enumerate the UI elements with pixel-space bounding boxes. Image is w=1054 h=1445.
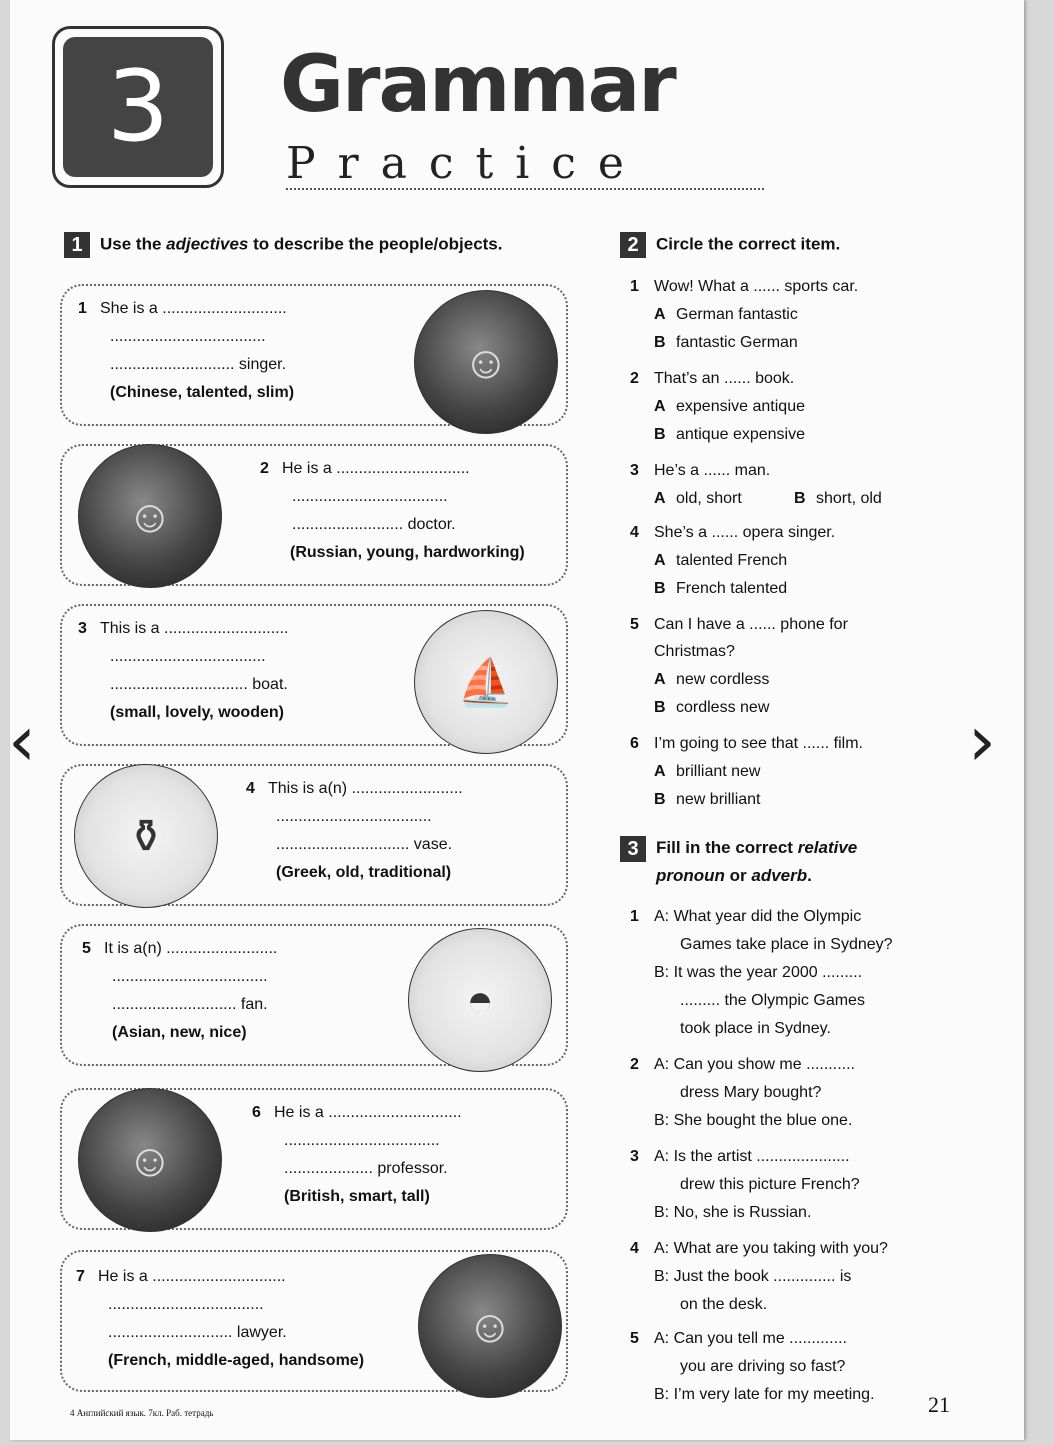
answer-line[interactable]: ............................ lawyer.: [108, 1324, 287, 1341]
unit-number-box: [52, 26, 224, 188]
q-number: 5: [630, 616, 639, 633]
adjective-hint: (small, lovely, wooden): [110, 704, 284, 721]
answer-line[interactable]: B: Just the book .............. is: [654, 1268, 852, 1285]
answer-line[interactable]: He is a ..............................: [274, 1104, 462, 1121]
answer-line[interactable]: ...................................: [110, 328, 266, 345]
q-number: 6: [630, 735, 639, 752]
option-a[interactable]: A brilliant new: [654, 763, 761, 780]
adjective-hint: (Chinese, talented, slim): [110, 384, 295, 401]
answer-line[interactable]: ...................................: [112, 968, 268, 985]
item-number: 1: [78, 300, 87, 317]
ex1-number: 1: [64, 232, 90, 258]
answer-line[interactable]: He is a ..............................: [98, 1268, 286, 1285]
boat-photo: ⛵: [414, 610, 558, 754]
ex2-heading: [620, 232, 840, 258]
option-a[interactable]: A talented French: [654, 552, 788, 569]
q-number: 3: [630, 462, 639, 479]
answer-line[interactable]: A: Is the artist .....................: [654, 1148, 850, 1165]
woman-photo: ☺: [414, 290, 558, 434]
ex1-instr-b: to describe the people/objects.: [248, 234, 503, 254]
answer-line[interactable]: ......... the Olympic Games: [680, 992, 865, 1009]
q-text: Can I have a ...... phone for: [654, 616, 848, 633]
answer-line[interactable]: ............................ fan.: [112, 996, 268, 1013]
ex2-instruction: Circle the correct item.: [656, 234, 841, 254]
ex3-heading: 3 Fill in the correct relative pronoun or adverb.: [620, 834, 857, 890]
answer-line[interactable]: A: Can you tell me .............: [654, 1330, 847, 1347]
q-text: That’s an ...... book.: [654, 370, 795, 387]
option-b[interactable]: B French talented: [654, 580, 788, 597]
q-number: 2: [630, 370, 639, 387]
answer-line[interactable]: ......................... doctor.: [292, 516, 456, 533]
q-text: He’s a ...... man.: [654, 462, 771, 479]
answer-line[interactable]: It is a(n) .........................: [104, 940, 278, 957]
answer-line[interactable]: This is a(n) .........................: [268, 780, 463, 797]
q-text: I’m going to see that ...... film.: [654, 735, 863, 752]
professor-photo: ☺: [78, 1088, 222, 1232]
q-text: Christmas?: [654, 643, 735, 660]
item-number: 2: [260, 460, 269, 477]
page-title: Grammar: [280, 40, 675, 130]
answer-line[interactable]: He is a ..............................: [282, 460, 470, 477]
q-number: 1: [630, 278, 639, 295]
vase-photo: ⚱: [74, 764, 218, 908]
item-number: 3: [78, 620, 87, 637]
fan-photo: ◓: [408, 928, 552, 1072]
ex1-instr-em: adjectives: [166, 234, 249, 254]
answer-line[interactable]: ............................ singer.: [110, 356, 287, 373]
answer-line[interactable]: ............................... boat.: [110, 676, 288, 693]
workbook-page: 3 Grammar Practice 1 Use the adjectives to describe the people/objects. 1 She is a ............................ ................................... ............................ singer. (Chinese, talented, slim) ☺ 2 He is a .............................. ................................... ......................... doctor. (Russian, young, hardworking) ☺ 3 This is a ............................ ................................... ............................... boat. (small, lovely, wooden) ⛵ 4 This is a(n) ......................... ................................... .............................. vase. (Greek, old, traditional) ⚱ 5 It is a(n) ......................... ................................... ............................ fan. (Asian, new, nice) ◓ 6 He is a .............................. ................................... .................... professor. (British, smart, tall) ☺ 7 He is a .............................. ................................... ............................ lawyer. (French, middle-aged, handsome) ☺ 2 Circle the correct item. 1 Wow! What a ...... sports car. A German fantastic B fantastic German 2 That’s an ...... book. A expensive antique B antique expensive 3 He’s a ...... man. A old, short B short, old 4 She’s a ...... opera singer. A talented French B French talented 5 Can I have a ...... phone for Christmas? A new cordless B cordless new 6 I’m going to see that ...... film. A brilliant new B new brilliant 3 Fill in the correct relative pronoun or adverb. 1 A: What year did the Olympic Games take place in Sydney? B: It was the year 2000 ......... ......... the Olympic Games took place in Sydney. 2 A: Can you show me ........... dress Mary bought? B: She bought the blue one. 3 A: Is the artist ..................... drew this picture French? B: No, she is Russian. 4 A: What are you taking with you? B: Just the book .............. is on the desk. 5 A: Can you tell me ............. you are driving so fast? B: I’m very late for my meeting. 4 Английский язык. 7кл. Раб. тетрадь 21: [10, 0, 1024, 1440]
q-text: She’s a ...... opera singer.: [654, 524, 836, 541]
option-a[interactable]: A new cordless: [654, 671, 770, 688]
option-b[interactable]: B short, old: [794, 490, 882, 507]
adjective-hint: (British, smart, tall): [284, 1188, 430, 1205]
answer-line[interactable]: This is a ............................: [100, 620, 289, 637]
option-b[interactable]: B cordless new: [654, 699, 770, 716]
option-b[interactable]: B fantastic German: [654, 334, 798, 351]
adjective-hint: (Russian, young, hardworking): [290, 544, 525, 561]
subtitle-underline: [286, 188, 764, 190]
adjective-hint: (Asian, new, nice): [112, 1024, 247, 1041]
answer-line[interactable]: ...................................: [108, 1296, 264, 1313]
page-subtitle: Practice: [286, 138, 646, 189]
answer-line[interactable]: ...................................: [110, 648, 266, 665]
answer-line[interactable]: .................... professor.: [284, 1160, 448, 1177]
item-number: 5: [82, 940, 91, 957]
imprint: 4 Английский язык. 7кл. Раб. тетрадь: [70, 1408, 214, 1418]
man-photo: ☺: [78, 444, 222, 588]
next-page-chevron-icon[interactable]: ›: [968, 700, 996, 782]
lawyer-photo: ☺: [418, 1254, 562, 1398]
ex3-number: 3: [620, 836, 646, 862]
option-a[interactable]: A expensive antique: [654, 398, 805, 415]
item-number: 6: [252, 1104, 261, 1121]
unit-number: 3: [63, 37, 213, 177]
answer-line[interactable]: ...................................: [284, 1132, 440, 1149]
answer-line[interactable]: B: It was the year 2000 .........: [654, 964, 863, 981]
option-b[interactable]: B new brilliant: [654, 791, 761, 808]
option-b[interactable]: B antique expensive: [654, 426, 805, 443]
option-a[interactable]: A German fantastic: [654, 306, 798, 323]
ex1-heading: [64, 232, 503, 258]
answer-line[interactable]: ...................................: [292, 488, 448, 505]
answer-line[interactable]: ...................................: [276, 808, 432, 825]
option-a[interactable]: A old, short: [654, 490, 742, 507]
prev-page-chevron-icon[interactable]: ‹: [8, 700, 36, 782]
ex2-number: 2: [620, 232, 646, 258]
answer-line[interactable]: .............................. vase.: [276, 836, 453, 853]
item-number: 4: [246, 780, 255, 797]
q-text: Wow! What a ...... sports car.: [654, 278, 859, 295]
adjective-hint: (Greek, old, traditional): [276, 864, 452, 881]
q-number: 4: [630, 524, 639, 541]
page-number: 21: [928, 1392, 950, 1417]
answer-line[interactable]: She is a ............................: [100, 300, 287, 317]
ex1-instr-a: Use the: [100, 234, 167, 254]
item-number: 7: [76, 1268, 85, 1285]
adjective-hint: (French, middle-aged, handsome): [108, 1352, 365, 1369]
answer-line[interactable]: A: Can you show me ...........: [654, 1056, 855, 1073]
